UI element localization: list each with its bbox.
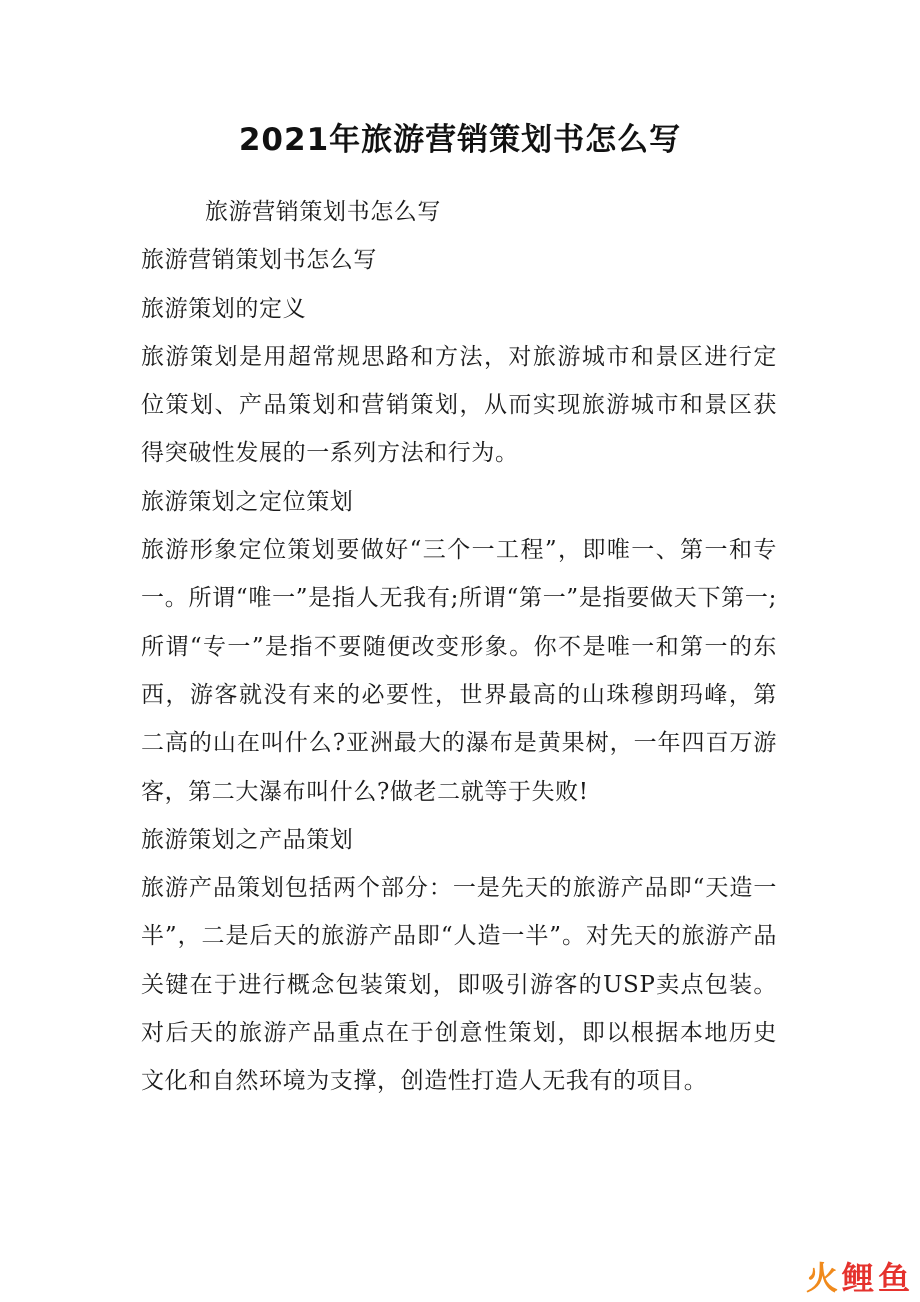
watermark-char-3: 鱼 xyxy=(877,1259,910,1297)
watermark-char-2: 鲤 xyxy=(841,1259,874,1297)
paragraph-positioning: 旅游形象定位策划要做好“三个一工程”，即唯一、第一和专一。所谓“唯一”是指人无我有;所谓“第一”是指要做天下第一;所谓“专一”是指不要随便改变形象。你不是唯一和第一的东西，游客就没有来的必要性，世界最高的山珠穆朗玛峰，第二高的山在叫什么?亚洲最大的瀑布是黄果树，一年四百万游客，第二大瀑布叫什么?做老二就等于失败! xyxy=(141,537,777,805)
paragraph-subtitle: 旅游营销策划书怎么写 xyxy=(205,199,441,225)
watermark-logo xyxy=(802,1258,910,1298)
paragraph-product: 旅游产品策划包括两个部分：一是先天的旅游产品即“天造一半”，二是后天的旅游产品即“人造一半”。对先天的旅游产品关键在于进行概念包装策划，即吸引游客的USP卖点包装。对后天的旅游产品重点在于创意性策划，即以根据本地历史文化和自然环境为支撑，创造性打造人无我有的项目。 xyxy=(141,875,777,1095)
watermark-char-1: 火 xyxy=(805,1259,838,1297)
section-heading-product: 旅游策划之产品策划 xyxy=(141,826,354,853)
document-body xyxy=(141,188,777,1106)
paragraph-heading: 旅游营销策划书怎么写 xyxy=(141,247,377,274)
section-heading-positioning: 旅游策划之定位策划 xyxy=(141,488,354,515)
section-heading-definition: 旅游策划的定义 xyxy=(141,295,307,322)
document-title: 2021年旅游营销策划书怎么写 xyxy=(238,122,682,158)
paragraph-definition: 旅游策划是用超常规思路和方法，对旅游城市和景区进行定位策划、产品策划和营销策划，从而实现旅游城市和景区获得突破性发展的一系列方法和行为。 xyxy=(141,343,777,467)
